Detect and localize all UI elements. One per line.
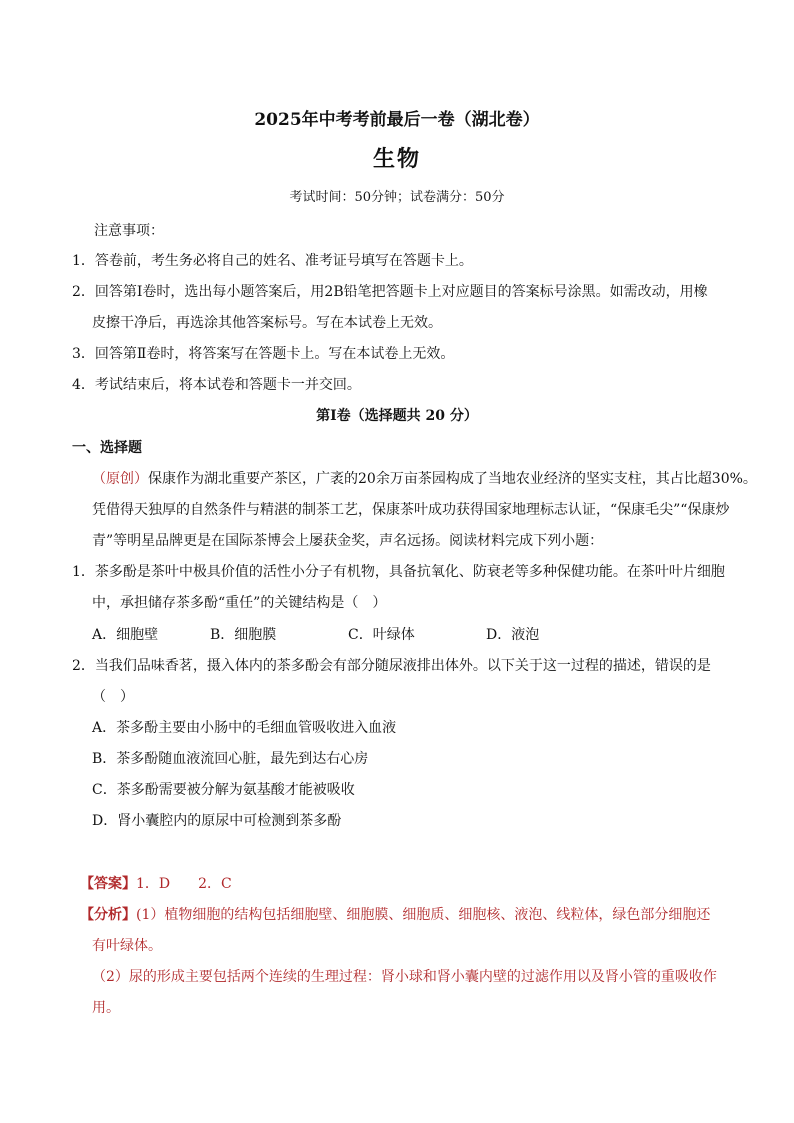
option-a: A．细胞壁 (92, 627, 159, 643)
analysis-label: 【分析】 (80, 907, 136, 923)
question-stem: 2．当我们品味香茗，摄入体内的茶多酚会有部分随尿液排出体外。以下关于这一过程的描述，错误的是 (72, 658, 711, 674)
passage-line: 凭借得天独厚的自然条件与精湛的制茶工艺，保康茶叶成功获得国家地理标志认证，“保康毛尖”“保康炒 (92, 502, 730, 518)
option-a: A．茶多酚主要由小肠中的毛细血管吸收进入血液 (92, 720, 397, 736)
option-d: D．液泡 (486, 627, 540, 643)
subject-title: 生物 (372, 146, 421, 172)
analysis-line: 用。 (92, 1000, 120, 1016)
option-b: B．细胞膜 (210, 627, 277, 643)
section-title: 第Ⅰ卷（选择题共 20 分） (316, 408, 478, 424)
passage-tag: （原创） (92, 471, 148, 487)
option-c: C．叶绿体 (348, 627, 415, 643)
question-stem: （ ） (92, 689, 134, 705)
note-item: 3．回答第Ⅱ卷时，将答案写在答题卡上。写在本试卷上无效。 (72, 346, 455, 362)
analysis-line (80, 904, 710, 924)
part-label: 一、选择题 (72, 440, 142, 456)
exam-title: 2025年中考考前最后一卷（湖北卷） (254, 110, 540, 130)
answer-label: 【答案】 (80, 876, 136, 892)
analysis-line: （2）尿的形成主要包括两个连续的生理过程：肾小球和肾小囊内壁的过滤作用以及肾小管的重吸收作 (92, 969, 717, 985)
note-item: 4．考试结束后，将本试卷和答题卡一并交回。 (72, 377, 361, 393)
question-stem: 1．茶多酚是茶叶中极具价值的活性小分子有机物，具备抗氧化、防衰老等多种保健功能。在茶叶叶片细胞 (72, 564, 725, 580)
exam-time: 考试时间：50分钟；试卷满分：50分 (289, 190, 505, 205)
analysis-line: 有叶绿体。 (92, 938, 162, 954)
answer-text: 1．D 2．C (136, 876, 232, 892)
answer-line (80, 873, 232, 893)
option-d: D．肾小囊腔内的原尿中可检测到茶多酚 (92, 813, 342, 829)
note-item: 1．答卷前，考生务必将自己的姓名、准考证号填写在答题卡上。 (72, 253, 473, 269)
analysis-text: (1）植物细胞的结构包括细胞壁、细胞膜、细胞质、细胞核、液泡、线粒体，绿色部分细胞还 (136, 907, 711, 923)
notes-heading: 注意事项： (94, 223, 164, 239)
passage-line: 青”等明星品牌更是在国际茶博会上屡获金奖，声名远扬。阅读材料完成下列小题： (92, 533, 604, 549)
note-item: 2．回答第Ⅰ卷时，选出每小题答案后，用2B铅笔把答题卡上对应题目的答案标号涂黑。如需改动，用橡 (72, 284, 708, 300)
option-b: B．茶多酚随血液流回心脏，最先到达右心房 (92, 751, 369, 767)
note-item: 皮擦干净后，再选涂其他答案标号。写在本试卷上无效。 (92, 315, 442, 331)
question-stem: 中，承担储存茶多酚“重任”的关键结构是（ ） (92, 595, 387, 611)
passage-line (92, 468, 757, 488)
passage-text: 保康作为湖北重要产茶区，广袤的20余万亩茶园构成了当地农业经济的坚实支柱，其占比超30%。 (148, 471, 757, 487)
option-c: C．茶多酚需要被分解为氨基酸才能被吸收 (92, 782, 355, 798)
